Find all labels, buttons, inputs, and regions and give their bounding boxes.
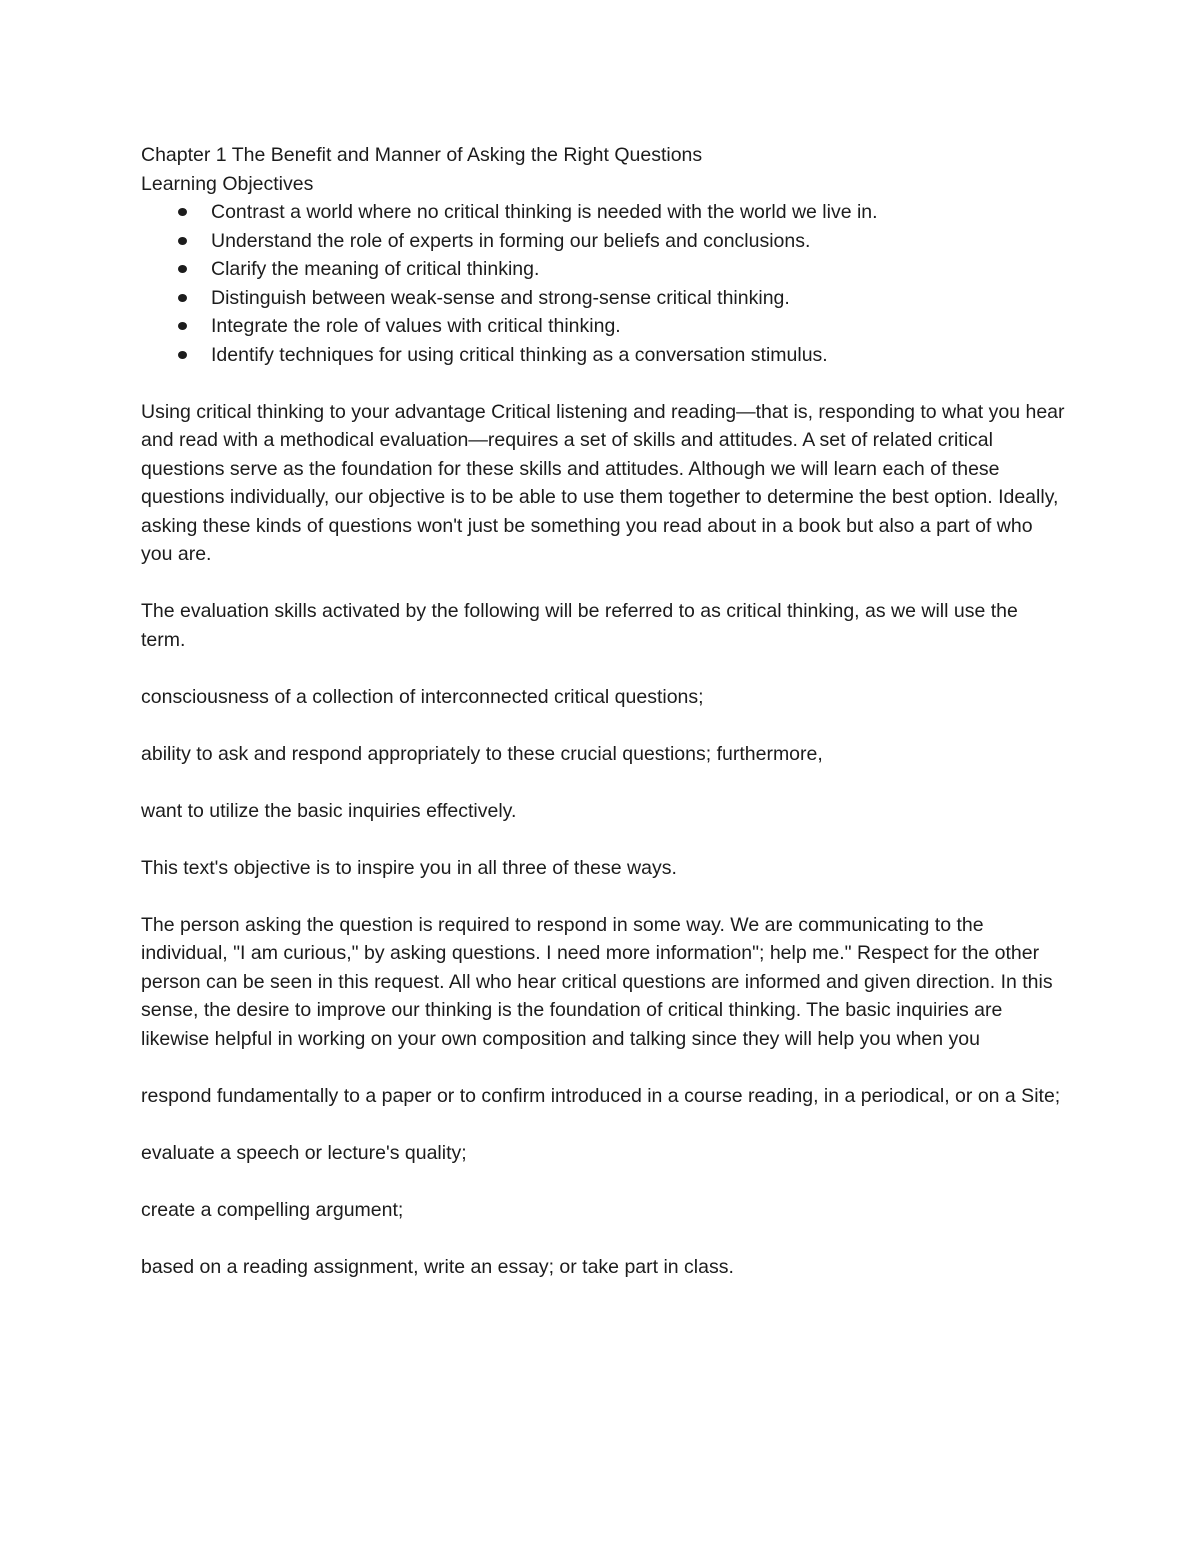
bullet-icon [178,208,187,216]
objective-text: Distinguish between weak-sense and strong-sense critical thinking. [211,286,790,309]
objective-item [141,255,1071,284]
objectives-list [141,198,1071,369]
objective-item [141,341,1071,370]
paragraph-create: create a compelling argument; [141,1198,404,1221]
objective-text: Identify techniques for using critical thinking as a conversation stimulus. [211,343,828,366]
paragraph-based-on: based on a reading assignment, write an essay; or take part in class. [141,1255,734,1278]
paragraph-respond: respond fundamentally to a paper or to confirm introduced in a course reading, in a periodical, or on a Site; [141,1084,1061,1107]
objective-text: Integrate the role of values with critical thinking. [211,315,621,337]
paragraph-ability: ability to ask and respond appropriately to these crucial questions; furthermore, [141,742,823,765]
objective-text: Contrast a world where no critical thinking is needed with the world we live in. [211,201,878,223]
paragraph-want: want to utilize the basic inquiries effectively. [141,799,517,822]
objective-item [141,198,1071,227]
bullet-icon [178,322,187,330]
paragraph-evaluation-skills: The evaluation skills activated by the following will be referred to as critical thinking, as we will use the term. [141,600,1018,651]
objective-text: Clarify the meaning of critical thinking. [211,258,540,280]
paragraph-advantage: Using critical thinking to your advantage Critical listening and reading—that is, responding to what you hear and read with a methodical evaluation—requires a set of skills and attitudes. A set of related critical questions serve as the foundation for these skills and attitudes. Although we will learn each of these questions individually, our objective is to be able to use them together to determine the best option. Ideally, asking these kinds of questions won't just be something you read about in a book but also a part of who you are. [141,400,1065,565]
bullet-icon [178,265,187,273]
bullet-icon [178,237,187,245]
objective-item [141,284,1071,313]
bullet-icon [178,351,187,359]
objective-item [141,227,1071,256]
bullet-icon [178,294,187,302]
paragraph-consciousness: consciousness of a collection of interconnected critical questions; [141,685,704,708]
chapter-title: Chapter 1 The Benefit and Manner of Asking the Right Questions [141,144,703,166]
document-page [141,141,1071,1281]
objectives-heading: Learning Objectives [141,172,314,195]
paragraph-person-asking: The person asking the question is required to respond in some way. We are communicating to the individual, "I am curious," by asking questions. I need more information"; help me." Respect for the other person can be seen in this request. All who hear critical questions are informed and given direction. In this sense, the desire to improve our thinking is the foundation of critical thinking. The basic inquiries are likewise helpful in working on your own composition and talking since they will help you when you [141,913,1053,1050]
objective-text: Understand the role of experts in forming our beliefs and conclusions. [211,229,811,252]
paragraph-text-objective: This text's objective is to inspire you in all three of these ways. [141,856,677,879]
paragraph-evaluate: evaluate a speech or lecture's quality; [141,1141,467,1164]
objective-item [141,312,1071,341]
